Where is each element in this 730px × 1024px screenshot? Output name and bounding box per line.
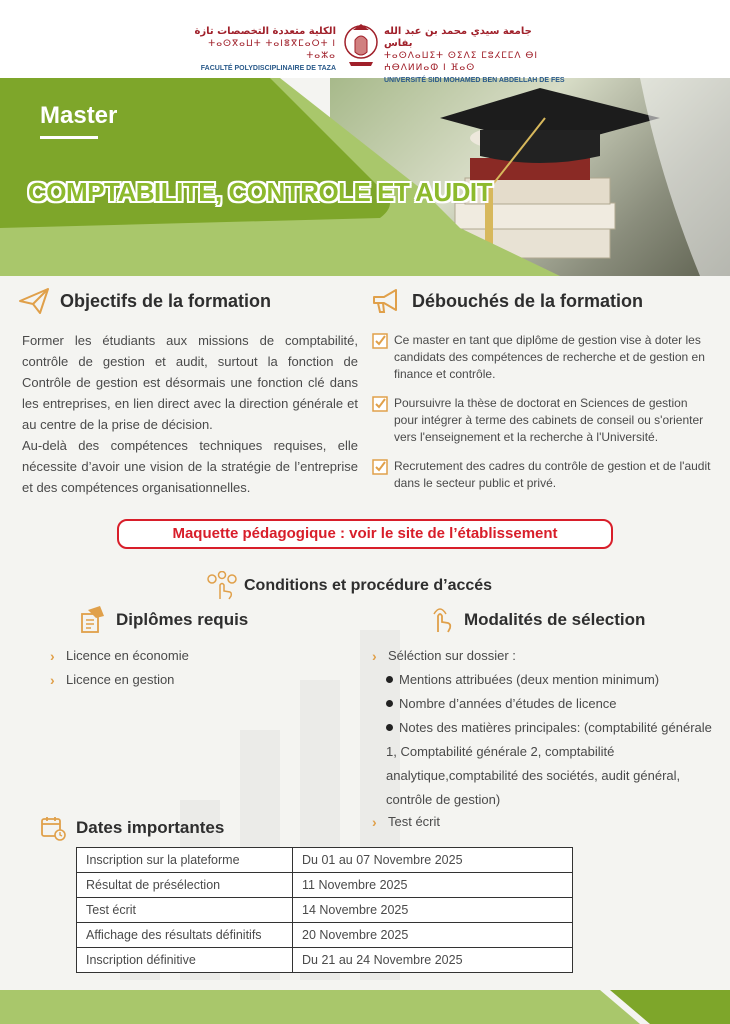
checkbox-icon <box>372 333 388 349</box>
calendar-icon <box>40 815 66 841</box>
list-item <box>372 332 712 383</box>
table-row <box>77 923 573 948</box>
date-value: Du 21 au 24 Novembre 2025 <box>293 948 573 973</box>
table-row <box>77 948 573 973</box>
table-row <box>77 873 573 898</box>
touch-selection-icon <box>206 571 238 601</box>
date-label: Test écrit <box>77 898 293 923</box>
test-text: Test écrit <box>388 814 441 829</box>
degree-underline <box>40 136 98 139</box>
list-item <box>372 644 516 668</box>
date-label: Inscription sur la plateforme <box>77 848 293 873</box>
careers-title: Débouchés de la formation <box>412 290 644 311</box>
career-text: Recrutement des cadres du contrôle de gestion et de l'audit dans le secteur public et privé. <box>394 459 711 490</box>
selection-intro <box>372 644 516 668</box>
diplomas-list <box>50 644 189 692</box>
bullet-icon <box>386 724 393 731</box>
conditions-title: Conditions et procédure d’accés <box>244 577 493 594</box>
university-name-block <box>384 26 565 86</box>
chevron-right-icon: › <box>50 648 55 664</box>
faculty-name-french: FACULTÉ POLYDISCIPLINAIRE DE TAZA <box>200 65 336 72</box>
dates-table <box>76 847 573 973</box>
table-row <box>77 848 573 873</box>
list-item <box>50 644 189 668</box>
program-title: COMPTABILITE, CONTROLE ET AUDIT <box>28 177 493 207</box>
selection-intro-text: Séléction sur dossier : <box>388 648 516 663</box>
checkbox-icon <box>372 396 388 412</box>
date-value: 11 Novembre 2025 <box>293 873 573 898</box>
faculty-name-block <box>176 26 336 74</box>
bullet-icon <box>386 700 393 707</box>
diplomas-heading <box>78 606 248 634</box>
list-item <box>372 810 440 834</box>
date-label: Affichage des résultats définitifs <box>77 923 293 948</box>
date-value: 14 Novembre 2025 <box>293 898 573 923</box>
university-name-french: UNIVERSITÉ SIDI MOHAMED BEN ABDELLAH DE FES <box>384 77 565 84</box>
diploma-text: Licence en économie <box>66 648 189 663</box>
header-bar <box>0 0 730 84</box>
date-label: Inscription définitive <box>77 948 293 973</box>
date-value: 20 Novembre 2025 <box>293 923 573 948</box>
criterion-text: Nombre d’années d’études de licence <box>399 696 617 711</box>
list-item <box>386 692 716 716</box>
faculty-name-arabic: الكلية متعددة التخصصات تازة <box>194 26 336 37</box>
megaphone-icon <box>370 287 402 315</box>
objectives-title: Objectifs de la formation <box>60 290 272 311</box>
diploma-icon <box>78 606 106 634</box>
university-emblem-icon <box>343 22 379 68</box>
objectives-paragraph: Au-delà des compétences techniques requises, elle nécessite d’avoir une vision de la stratégie de l’entreprise et des compétences organisationnelles. <box>22 438 358 495</box>
diplomas-title: Diplômes requis <box>116 610 249 629</box>
career-text: Poursuivre la thèse de doctorat en Sciences de gestion pour intégrer à terme des cabinets de conseil ou s'orienter vers l'enseignement et la recherche à l'Université. <box>394 396 704 444</box>
date-value: Du 01 au 07 Novembre 2025 <box>293 848 573 873</box>
conditions-heading <box>206 571 492 601</box>
objectives-paragraph: Former les étudiants aux missions de comptabilité, contrôle de gestion et audit, surtout la fonction de Contrôle de gestion est désormais une fonction clé dans les entreprises, en lien direct avec la direction générale et au centre de la prise de décision. <box>22 333 358 432</box>
chevron-right-icon: › <box>372 814 377 830</box>
hero-banner <box>0 78 730 276</box>
date-label: Résultat de présélection <box>77 873 293 898</box>
selection-heading <box>430 606 645 634</box>
careers-list <box>372 332 712 504</box>
university-name-arabic: جامعة سيدي محمد بن عبد الله بفاس <box>384 26 532 49</box>
dates-title: Dates importantes <box>76 818 225 837</box>
list-item <box>50 668 189 692</box>
selection-test <box>372 810 440 834</box>
diploma-text: Licence en gestion <box>66 672 175 687</box>
chevron-right-icon: › <box>50 672 55 688</box>
careers-heading <box>370 287 643 315</box>
list-item <box>372 458 712 492</box>
objectives-heading <box>18 287 271 315</box>
criterion-text: Mentions attribuées (deux mention minimum) <box>399 672 660 687</box>
objectives-text <box>22 330 358 498</box>
list-item <box>372 395 712 446</box>
list-item <box>386 668 716 692</box>
selection-criteria <box>386 668 716 812</box>
faculty-name-tifinagh: ⵜⴰⵙⴳⴰⵡⵜ ⵜⴰⵏⴻⴳⵎⴰⵔⵜ ⵏ ⵜⴰⵣⴰ <box>208 39 336 61</box>
paper-plane-icon <box>18 287 50 315</box>
selection-title: Modalités de sélection <box>464 610 646 629</box>
list-item <box>386 716 716 812</box>
curriculum-notice: Maquette pédagogique : voir le site de l’établissement <box>117 519 613 549</box>
dates-heading <box>40 815 224 841</box>
chevron-right-icon: › <box>372 648 377 664</box>
career-text: Ce master en tant que diplôme de gestion vise à doter les candidats des compétences de recherche et de gestion en finance et contrôle. <box>394 333 705 381</box>
pointing-hand-icon <box>430 606 454 634</box>
table-row <box>77 898 573 923</box>
criterion-text: Notes des matières principales: (comptabilité générale 1, Comptabilité générale 2, comptabilité analytique,comptabilité des sociétés, audit général, contrôle de gestion) <box>386 720 712 807</box>
footer-green-band <box>0 990 730 1024</box>
degree-label: Master <box>40 102 118 129</box>
checkbox-icon <box>372 459 388 475</box>
university-name-tifinagh: ⵜⴰⵙⴷⴰⵡⵉⵜ ⵙⵉⴷⵉ ⵎⵓⵃⵎⵎⴷ ⴱⵏ ⵄⴱⴷⵍⵍⴰⵀ ⵏ ⴼⴰⵙ <box>384 51 539 73</box>
bullet-icon <box>386 676 393 683</box>
